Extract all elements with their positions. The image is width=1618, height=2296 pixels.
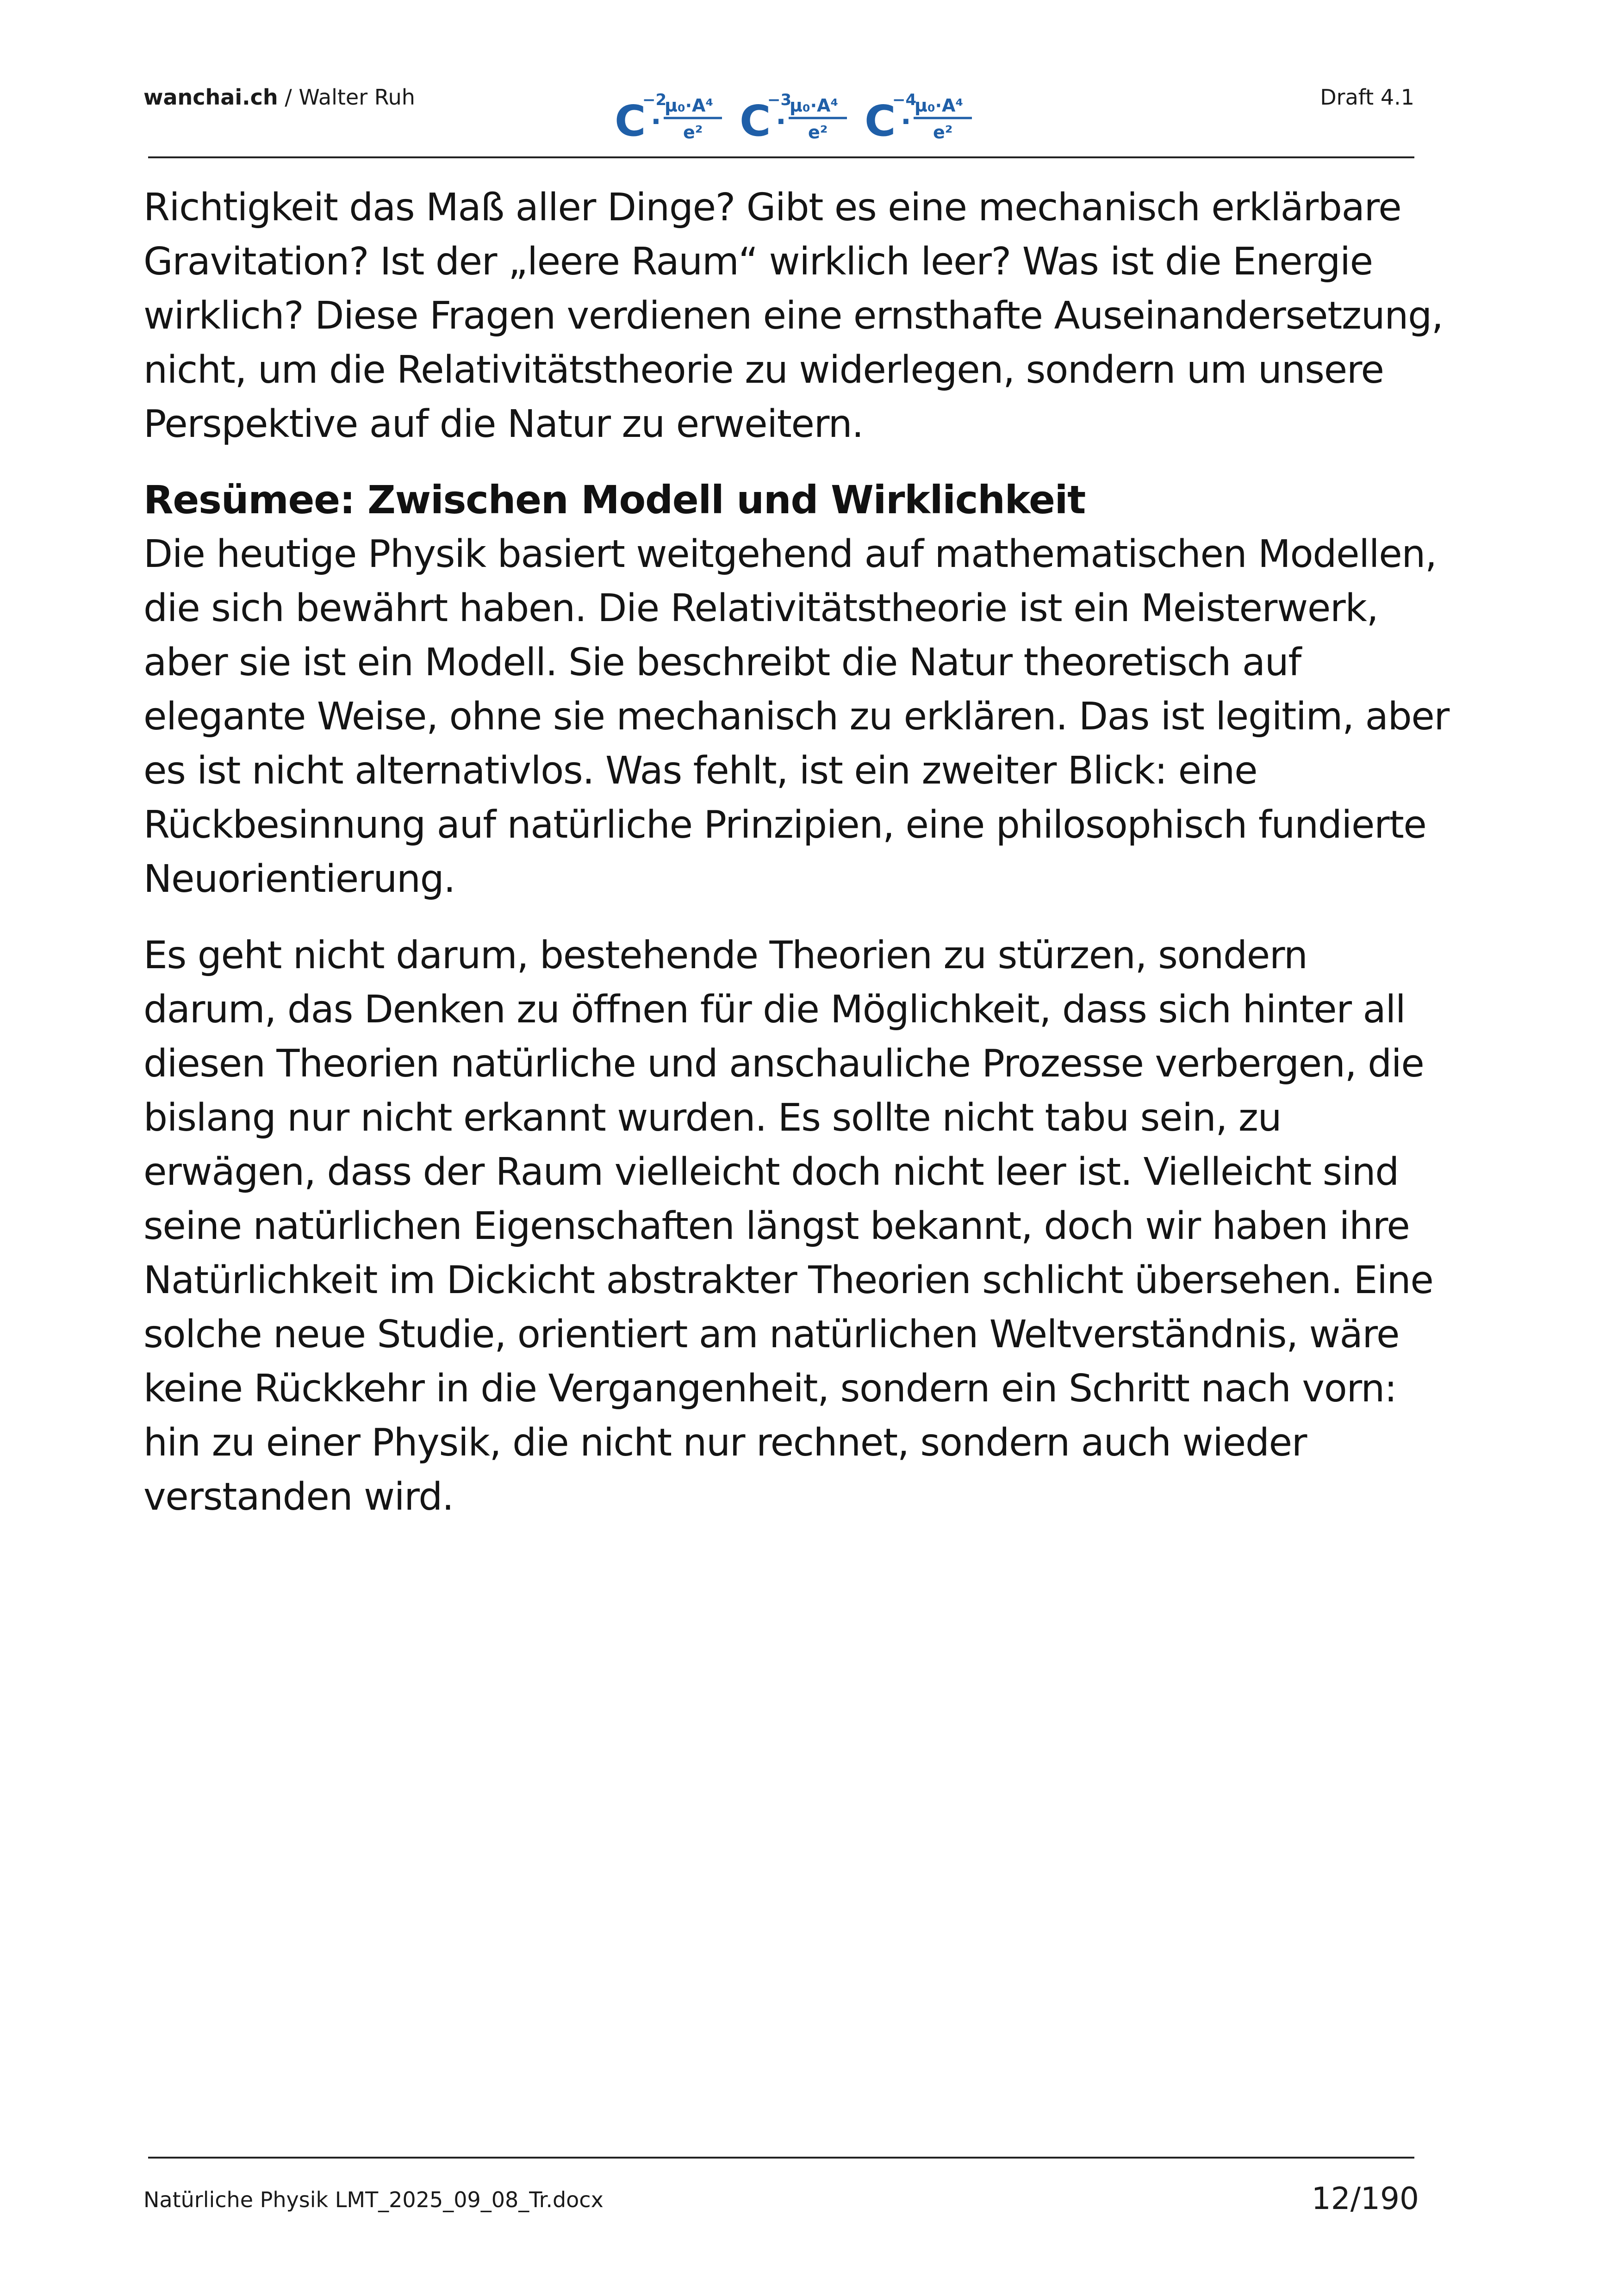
header-divider <box>148 156 1414 158</box>
formula-exponent: −2 <box>642 91 667 109</box>
intro-paragraph <box>143 180 1443 451</box>
text-line: Perspektive auf die Natur zu erweitern. <box>143 402 864 446</box>
formula-base: C <box>865 96 896 146</box>
text-line: diesen Theorien natürliche und anschauliche Prozesse verbergen, die <box>143 1042 1424 1086</box>
formula-dot: · <box>651 106 661 138</box>
draft-label: Draft 4.1 <box>1320 85 1414 110</box>
text-line: nicht, um die Relativitätstheorie zu widerlegen, sondern um unsere <box>143 348 1384 392</box>
text-line: solche neue Studie, orientiert am natürlichen Weltverständnis, wäre <box>143 1313 1400 1356</box>
formula-term <box>865 91 972 146</box>
formula-term <box>615 91 722 146</box>
text-line: bislang nur nicht erkannt wurden. Es sollte nicht tabu sein, zu <box>143 1096 1282 1140</box>
text-line: aber sie ist ein Modell. Sie beschreibt die Natur theoretisch auf <box>143 641 1301 684</box>
formula-base: C <box>615 96 646 146</box>
formula-numerator: μ₀·A⁴ <box>915 95 964 116</box>
paragraph-1 <box>143 527 1449 906</box>
formula-term <box>740 91 847 146</box>
text-line: Rückbesinnung auf natürliche Prinzipien, eine philosophisch fundierte <box>143 803 1426 847</box>
page-number: 12/190 <box>1311 2181 1419 2216</box>
formula-logo <box>610 81 999 160</box>
text-line: wirklich? Diese Fragen verdienen eine ernsthafte Auseinandersetzung, <box>143 294 1443 338</box>
header-author <box>143 85 415 110</box>
text-line: Neuorientierung. <box>143 857 455 901</box>
formula-base: C <box>740 96 771 146</box>
formula-numerator: μ₀·A⁴ <box>790 95 839 116</box>
text-line: die sich bewährt haben. Die Relativitätstheorie ist ein Meisterwerk, <box>143 586 1378 630</box>
formula-exponent: −3 <box>767 91 792 109</box>
text-line: Es geht nicht darum, bestehende Theorien zu stürzen, sondern <box>143 933 1307 977</box>
paragraph-2 <box>143 928 1439 1524</box>
header-separator: / <box>278 85 299 110</box>
main-content <box>143 180 1449 1524</box>
footer-divider <box>148 2157 1414 2159</box>
text-line: Natürlichkeit im Dickicht abstrakter Theorien schlicht übersehen. Eine <box>143 1258 1433 1302</box>
text-line: seine natürlichen Eigenschaften längst bekannt, doch wir haben ihre <box>143 1204 1410 1248</box>
formula-numerator: μ₀·A⁴ <box>665 95 714 116</box>
header-author-name: Walter Ruh <box>299 85 415 110</box>
text-line: verstanden wird. <box>143 1475 454 1519</box>
footer-filename: Natürliche Physik LMT_2025_09_08_Tr.docx <box>143 2187 604 2212</box>
formula-denominator: e² <box>933 122 953 143</box>
header-site: wanchai.ch <box>143 85 278 110</box>
text-line: es ist nicht alternativlos. Was fehlt, ist ein zweiter Blick: eine <box>143 749 1257 793</box>
text-line: Richtigkeit das Maß aller Dinge? Gibt es eine mechanisch erklärbare <box>143 186 1401 230</box>
formula-denominator: e² <box>683 122 703 143</box>
text-line: Die heutige Physik basiert weitgehend auf mathematischen Modellen, <box>143 532 1437 576</box>
section-heading: Resümee: Zwischen Modell und Wirklichkeit <box>143 477 1086 523</box>
text-line: darum, das Denken zu öffnen für die Möglichkeit, dass sich hinter all <box>143 988 1406 1032</box>
formula-dot: · <box>901 106 911 138</box>
text-line: keine Rückkehr in die Vergangenheit, sondern ein Schritt nach vorn: <box>143 1367 1397 1411</box>
formula-exponent: −4 <box>892 91 917 109</box>
text-line: erwägen, dass der Raum vielleicht doch nicht leer ist. Vielleicht sind <box>143 1150 1399 1194</box>
formula-dot: · <box>776 106 786 138</box>
formula-denominator: e² <box>808 122 828 143</box>
text-line: Gravitation? Ist der „leere Raum“ wirklich leer? Was ist die Energie <box>143 240 1373 284</box>
text-line: hin zu einer Physik, die nicht nur rechnet, sondern auch wieder <box>143 1421 1307 1465</box>
text-line: elegante Weise, ohne sie mechanisch zu erklären. Das ist legitim, aber <box>143 695 1449 739</box>
